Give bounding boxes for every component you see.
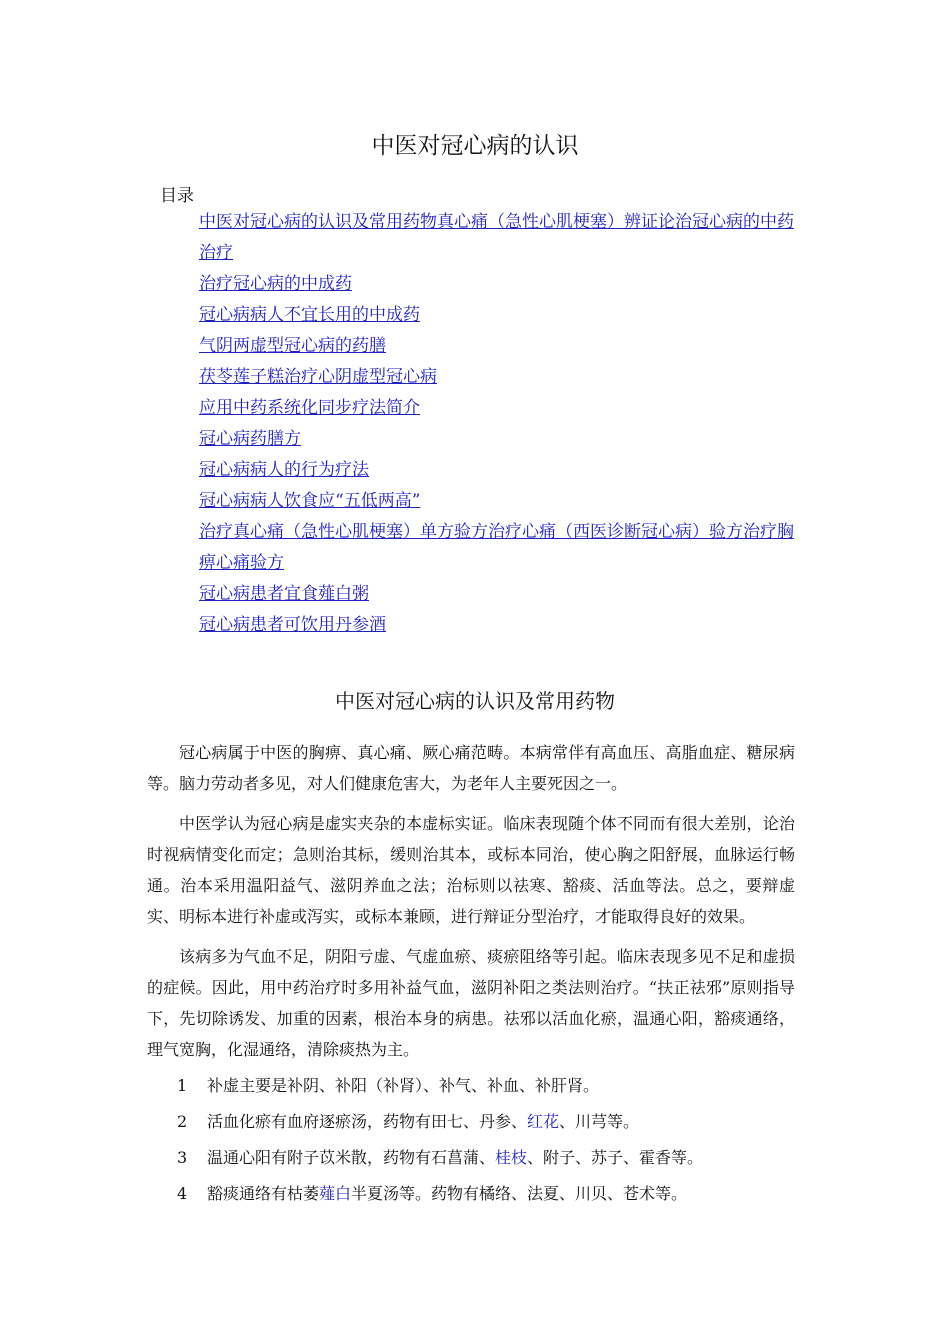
toc-link-6[interactable]: 应用中药系统化同步疗法简介 [199, 398, 420, 418]
toc-link-8[interactable]: 冠心病病人的行为疗法 [199, 460, 369, 480]
toc-item [199, 579, 799, 610]
list-item [147, 1110, 795, 1134]
toc-link-10[interactable]: 治疗真心痛（急性心肌梗塞）单方验方治疗心痛（西医诊断冠心病）验方治疗胸痹心痛验方 [199, 522, 794, 573]
toc-heading: 目录 [160, 186, 194, 206]
herb-link[interactable]: 红花 [527, 1112, 560, 1131]
toc-link-1[interactable]: 中医对冠心病的认识及常用药物真心痛（急性心肌梗塞）辨证论治冠心病的中药治疗 [199, 212, 794, 263]
toc-link-12[interactable]: 冠心病患者可饮用丹参酒 [199, 615, 386, 635]
item-text: 补虚主要是补阴、补阳（补肾）、补气、补血、补肝肾。 [207, 1076, 600, 1095]
toc-link-5[interactable]: 茯苓莲子糕治疗心阴虚型冠心病 [199, 367, 437, 387]
toc-link-7[interactable]: 冠心病药膳方 [199, 429, 301, 449]
list-item [147, 1074, 795, 1098]
item-number: 1 [177, 1076, 188, 1095]
item-number: 4 [177, 1184, 188, 1203]
toc-link-9[interactable]: 冠心病病人饮食应“五低两高” [199, 491, 421, 511]
toc-item [199, 269, 799, 300]
treatment-list [147, 1074, 795, 1206]
toc-item [199, 486, 799, 517]
item-text: 豁痰通络有枯萎 [207, 1184, 320, 1203]
toc-link-4[interactable]: 气阴两虚型冠心病的药膳 [199, 336, 386, 356]
page-title: 中医对冠心病的认识 [371, 133, 579, 159]
item-text: 温通心阳有附子苡米散，药物有石菖蒲、 [207, 1148, 496, 1167]
item-text: 半夏汤等。药物有橘络、法夏、川贝、苍术等。 [351, 1184, 688, 1203]
toc-item [199, 517, 799, 579]
item-text: 、川芎等。 [559, 1112, 640, 1131]
section-title: 中医对冠心病的认识及常用药物 [335, 689, 615, 713]
toc-item [199, 424, 799, 455]
paragraph-3: 该病多为气血不足，阴阳亏虚、气虚血瘀、痰瘀阻络等引起。临床表现多见不足和虚损的症候。因此，用中药治疗时多用补益气血，滋阴补阳之类法则治疗。“扶正祛邪”原则指导下，先切除诱发、加重的因素，根治本身的病患。祛邪以活血化瘀，温通心阳，豁痰通络，理气宽胸，化湿通络，清除痰热为主。 [147, 947, 795, 1059]
toc-item [199, 362, 799, 393]
toc-item [199, 300, 799, 331]
toc-item [199, 331, 799, 362]
list-item [147, 1146, 795, 1170]
toc-link-2[interactable]: 治疗冠心病的中成药 [199, 274, 352, 294]
toc-link-11[interactable]: 冠心病患者宜食薤白粥 [199, 584, 369, 604]
item-text: 、附子、苏子、霍香等。 [527, 1148, 704, 1167]
toc-item [199, 610, 799, 641]
section-body [147, 737, 795, 1218]
herb-link[interactable]: 桂枝 [495, 1148, 528, 1167]
herb-link[interactable]: 薤白 [319, 1184, 352, 1203]
toc-link-3[interactable]: 冠心病病人不宜长用的中成药 [199, 305, 420, 325]
paragraph-1: 冠心病属于中医的胸痹、真心痛、厥心痛范畴。本病常伴有高血压、高脂血症、糖尿病等。脑力劳动者多见，对人们健康危害大，为老年人主要死因之一。 [147, 743, 795, 793]
item-number: 2 [177, 1112, 188, 1131]
paragraph-2: 中医学认为冠心病是虚实夹杂的本虚标实证。临床表现随个体不同而有很大差别，论治时视病情变化而定；急则治其标，缓则治其本，或标本同治，使心胸之阳舒展，血脉运行畅通。治本采用温阳益气、滋阴养血之法；治标则以祛寒、豁痰、活血等法。总之，要辩虚实、明标本进行补虚或泻实，或标本兼顾，进行辩证分型治疗，才能取得良好的效果。 [147, 814, 795, 926]
item-text: 活血化瘀有血府逐瘀汤，药物有田七、丹参、 [207, 1112, 528, 1131]
toc-item [199, 207, 799, 269]
table-of-contents [199, 207, 799, 641]
toc-item [199, 393, 799, 424]
toc-item [199, 455, 799, 486]
list-item [147, 1182, 795, 1206]
item-number: 3 [177, 1148, 188, 1167]
